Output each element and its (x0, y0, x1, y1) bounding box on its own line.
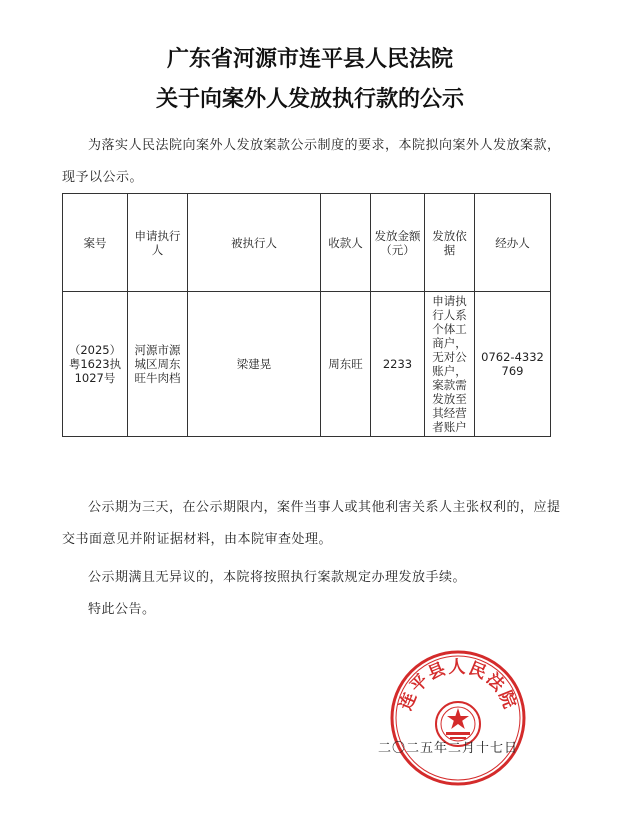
cell-basis: 申请执行人系个体工商户，无对公账户，案款需发放至其经营者账户 (425, 292, 475, 437)
document-title-line2: 关于向案外人发放执行款的公示 (155, 87, 464, 112)
cell-amount: 2233 (371, 292, 425, 437)
header-basis: 发放依据 (425, 194, 475, 292)
issue-date: 二〇二五年二月十七日 (378, 741, 519, 756)
cell-case-number: （2025）粤1623执1027号 (63, 292, 128, 437)
document-title-line1: 广东省河源市连平县人民法院 (166, 47, 453, 72)
seal-text: 连平县人民法院 (395, 657, 521, 714)
cell-applicant: 河源市源城区周东旺牛肉档 (128, 292, 188, 437)
header-respondent: 被执行人 (188, 194, 321, 292)
header-applicant: 申请执行人 (128, 194, 188, 292)
header-amount: 发放金额（元） (371, 194, 425, 292)
svg-text:连平县人民法院 (395, 657, 521, 713)
header-handler: 经办人 (475, 194, 551, 292)
table-header-row (63, 194, 551, 292)
closing-paragraph: 特此公告。 (88, 602, 156, 617)
header-payee: 收款人 (321, 194, 371, 292)
table-row (63, 292, 551, 437)
court-seal (388, 648, 528, 788)
header-case-number: 案号 (63, 194, 128, 292)
intro-paragraph: 为落实人民法院向案外人发放案款公示制度的要求，本院拟向案外人发放案款，现予以公示。 (62, 138, 561, 185)
publicity-paragraph: 公示期为三天，在公示期限内，案件当事人或其他利害关系人主张权利的，应提交书面意见并附证据材料，由本院审查处理。 (62, 500, 561, 547)
cell-handler: 0762-4332769 (475, 292, 551, 437)
cell-payee: 周东旺 (321, 292, 371, 437)
cell-respondent: 梁建晃 (188, 292, 321, 437)
expiry-paragraph: 公示期满且无异议的，本院将按照执行案款规定办理发放手续。 (88, 570, 467, 585)
payment-table (62, 193, 551, 437)
